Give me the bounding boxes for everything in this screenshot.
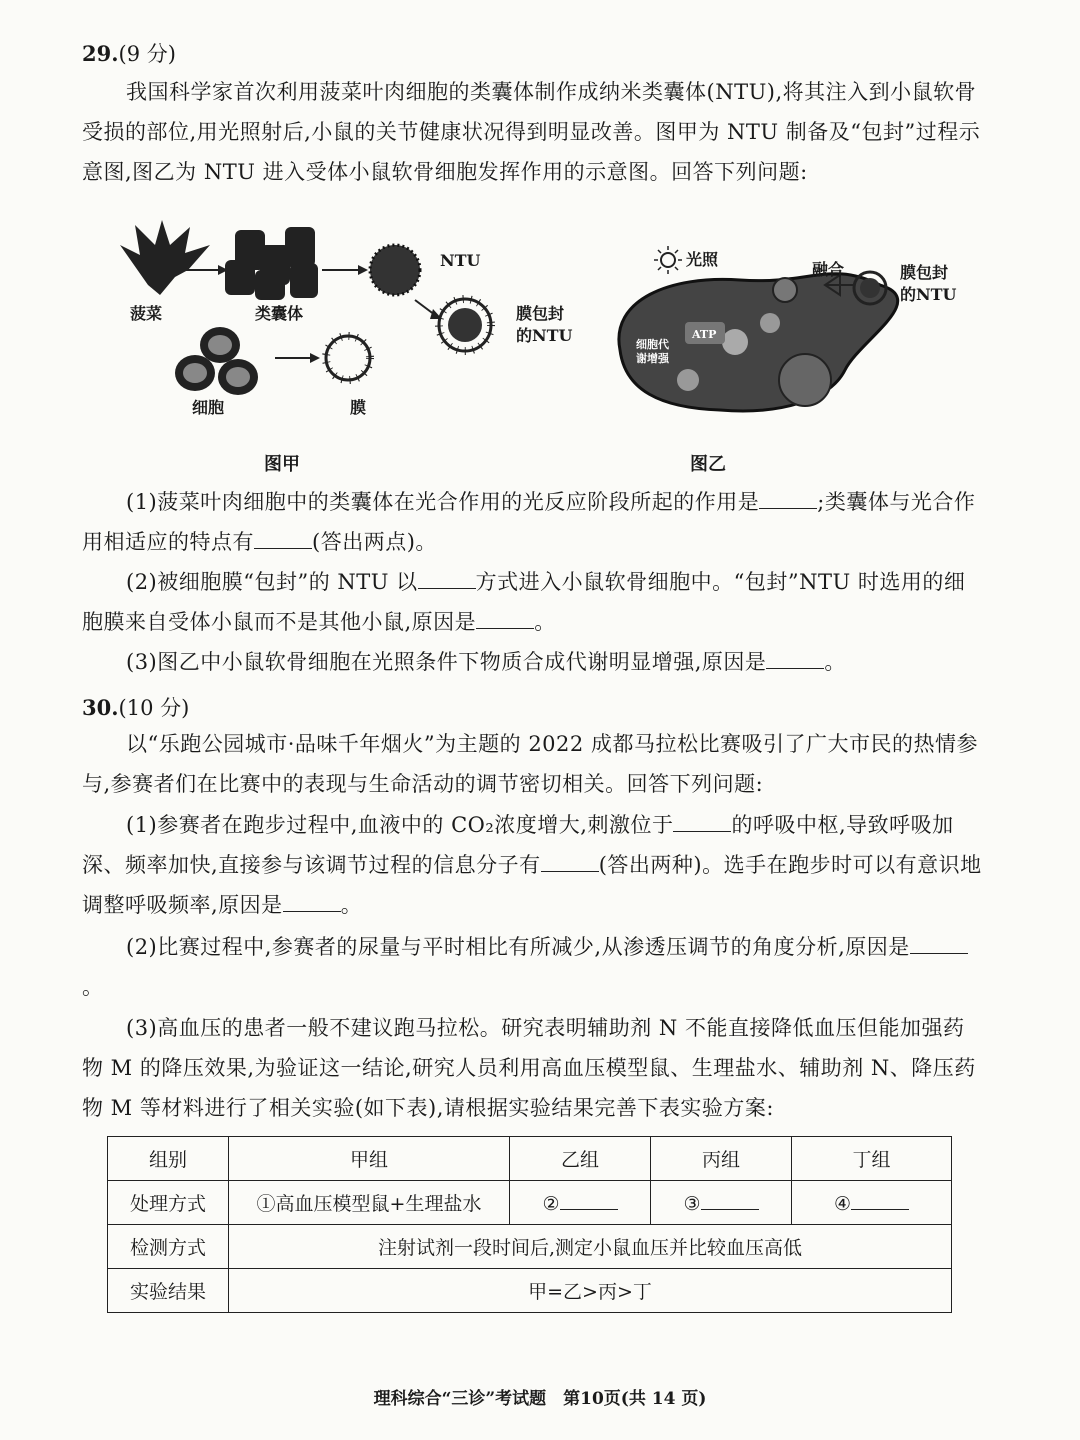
label-fusion: 融合 — [812, 260, 845, 279]
figure-a — [100, 215, 590, 435]
answer-blank[interactable] — [766, 650, 824, 669]
ntu-icon — [370, 245, 420, 295]
membrane-icon — [326, 336, 370, 380]
table-row-label: 实验结果 — [108, 1269, 229, 1313]
answer-blank[interactable] — [254, 530, 312, 549]
label-light: 光照 — [686, 250, 719, 269]
table-header-cell: 组别 — [108, 1137, 229, 1181]
table-cell — [510, 1181, 651, 1225]
answer-blank[interactable] — [910, 935, 968, 954]
q29-points: (9 分) — [118, 42, 176, 66]
q30-sub1-c: (答出两种)。选手在跑步时可以有意识地调整呼吸频率,原因是 — [82, 853, 982, 917]
q29-sub3 — [82, 642, 982, 682]
answer-blank[interactable] — [851, 1191, 909, 1210]
answer-blank[interactable] — [759, 490, 817, 509]
label-metab-2: 谢增强 — [636, 352, 669, 365]
table-cell — [792, 1181, 952, 1225]
figure-b — [600, 240, 980, 440]
label-spinach: 菠菜 — [130, 304, 163, 323]
table-cell-marker: ② — [542, 1192, 560, 1215]
q30-sub2 — [82, 927, 982, 1007]
table-cell-marker: ③ — [683, 1192, 701, 1215]
q30-intro: 以“乐跑公园城市·品味千年烟火”为主题的 2022 成都马拉松比赛吸引了广大市民的热情参与,参赛者们在比赛中的表现与生命活动的调节密切相关。回答下列问题: — [82, 732, 978, 796]
q30-header — [82, 692, 189, 722]
figure-b-caption: 图乙 — [690, 454, 726, 475]
table-header-cell: 丁组 — [792, 1137, 952, 1181]
answer-blank[interactable] — [476, 610, 534, 629]
q29-intro: 我国科学家首次利用菠菜叶肉细胞的类囊体制作成纳米类囊体(NTU),将其注入到小鼠软骨受损的部位,用光照射后,小鼠的关节健康状况得到明显改善。图甲为 NTU 制备及“包封”过程示意图,图乙为 NTU 进入受体小鼠软骨细胞发挥作用的示意图。回答下列问题: — [82, 80, 981, 184]
q30-sub2-a: (2)比赛过程中,参赛者的尿量与平时相比有所减少,从渗透压调节的角度分析,原因是 — [126, 935, 910, 959]
label-ntu: NTU — [440, 251, 481, 270]
table-row — [108, 1181, 952, 1225]
q29-sub2-b: 方式进入小鼠软骨细胞中。“包封”NTU 时选用的细胞膜来自受体小鼠而不是其他小鼠,原因是 — [82, 570, 966, 634]
q29-sub2-c: 。 — [534, 610, 556, 634]
light-icon — [654, 246, 682, 274]
label-metab-1: 细胞代 — [636, 338, 669, 351]
q30-sub3: (3)高血压的患者一般不建议跑马拉松。研究表明辅助剂 N 不能直接降低血压但能加强药物 M 的降压效果,为验证这一结论,研究人员利用高血压模型鼠、生理盐水、辅助剂 N、降压药物 M 等材料进行了相关实验(如下表),请根据实验结果完善下表实验方案: — [82, 1016, 976, 1120]
q29-sub1 — [82, 482, 982, 562]
thylakoid-icon — [225, 227, 318, 300]
answer-blank[interactable] — [541, 853, 599, 872]
table-cell-marker: ④ — [833, 1192, 852, 1215]
q29-number: 29. — [82, 41, 119, 66]
q29-sub2-a: (2)被细胞膜“包封”的 NTU 以 — [126, 570, 418, 594]
page-footer: 理科综合“三诊”考试题 第10页(共 14 页) — [373, 1389, 707, 1409]
answer-blank[interactable] — [560, 1191, 618, 1210]
q29-sub3-b: 。 — [824, 650, 846, 674]
answer-blank[interactable] — [701, 1191, 759, 1210]
q30-sub1-b: 的呼吸中枢,导致呼吸加深、频率加快,直接参与该调节过程的信息分子有 — [82, 813, 954, 877]
table-cell: 甲=乙>丙>丁 — [229, 1269, 952, 1313]
table-row-label: 检测方式 — [108, 1225, 229, 1269]
spinach-icon — [120, 220, 210, 295]
label-atp: ATP — [692, 328, 717, 341]
q29-sub3-a: (3)图乙中小鼠软骨细胞在光照条件下物质合成代谢明显增强,原因是 — [126, 650, 767, 674]
label-wrapped-2: 的NTU — [516, 326, 573, 345]
q30-number: 30. — [82, 695, 119, 720]
q30-sub1-d: 。 — [340, 893, 363, 917]
label-cells: 细胞 — [192, 398, 225, 417]
q30-sub1 — [82, 805, 982, 925]
answer-blank[interactable] — [283, 893, 341, 912]
label-wrapped-1: 膜包封 — [516, 304, 565, 323]
label-thylakoid: 类囊体 — [255, 304, 304, 323]
experiment-table — [107, 1136, 952, 1313]
table-row-label: 处理方式 — [108, 1181, 229, 1225]
label-b-wrapped-1: 膜包封 — [900, 263, 949, 282]
table-row — [108, 1225, 952, 1269]
table-row — [108, 1269, 952, 1313]
q29-header — [82, 38, 176, 68]
answer-blank[interactable] — [673, 813, 731, 832]
table-header-cell: 乙组 — [510, 1137, 651, 1181]
table-cell: 注射试剂一段时间后,测定小鼠血压并比较血压高低 — [229, 1225, 952, 1269]
cells-icon — [175, 327, 258, 395]
q29-sub1-c: (答出两点)。 — [312, 530, 437, 554]
q29-sub2 — [82, 562, 982, 642]
table-row — [108, 1137, 952, 1181]
q30-sub2-b: 。 — [82, 975, 104, 999]
answer-blank[interactable] — [418, 570, 476, 589]
label-membrane: 膜 — [350, 398, 367, 417]
table-header-cell: 甲组 — [229, 1137, 510, 1181]
label-b-wrapped-2: 的NTU — [900, 285, 957, 304]
table-cell — [651, 1181, 792, 1225]
q29-sub1-b: ;类囊体与光合作用相适应的特点有 — [82, 490, 976, 554]
figure-a-caption: 图甲 — [264, 454, 300, 475]
q30-sub1-a: (1)参赛者在跑步过程中,血液中的 CO₂浓度增大,刺激位于 — [126, 813, 674, 837]
table-header-cell: 丙组 — [651, 1137, 792, 1181]
q30-points: (10 分) — [118, 696, 190, 720]
table-cell: ①高血压模型鼠+生理盐水 — [229, 1181, 510, 1225]
q29-sub1-a: (1)菠菜叶肉细胞中的类囊体在光合作用的光反应阶段所起的作用是 — [126, 490, 760, 514]
wrapped-ntu-icon — [439, 299, 491, 351]
